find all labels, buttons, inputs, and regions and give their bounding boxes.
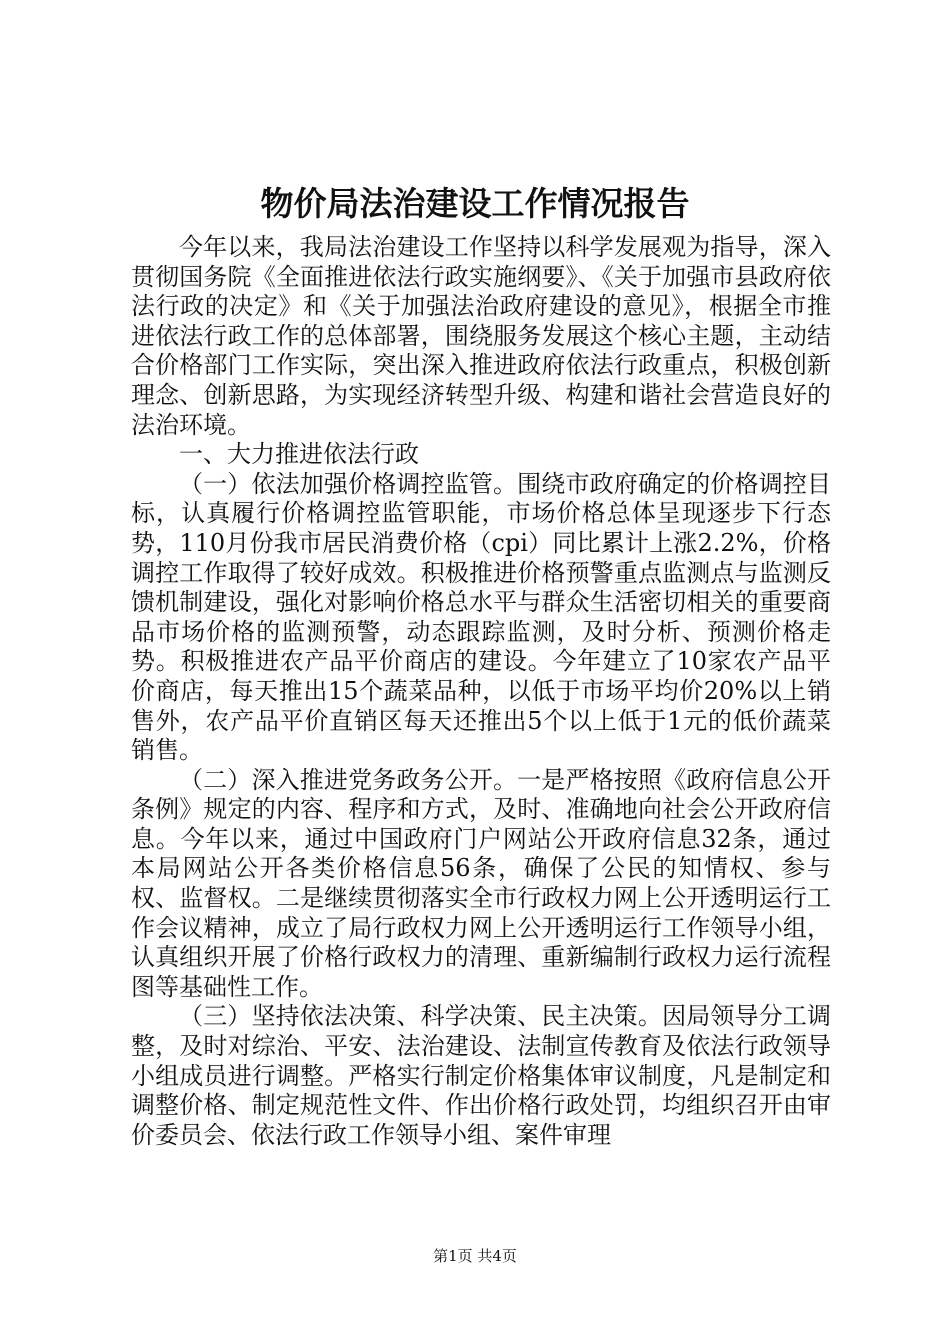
paragraph-affairs-disclosure: （二）深入推进党务政务公开。一是严格按照《政府信息公开条例》规定的内容、程序和方式，及时、准确地向社会公开政府信息。今年以来，通过中国政府门户网站公开政府信息32条，通过本局网站公开各类价格信息56条，确保了公民的知情权、参与权、监督权。二是继续贯彻落实全市行政权力网上公开透明运行工作会议精神，成立了局行政权力网上公开透明运行工作领导小组，认真组织开展了价格行政权力的清理、重新编制行政权力运行流程图等基础性工作。 <box>131 765 831 1001</box>
section-heading-1: 一、大力推进依法行政 <box>179 440 419 469</box>
document-body <box>131 233 831 1150</box>
paragraph-price-control: （一）依法加强价格调控监管。围绕市政府确定的价格调控目标，认真履行价格调控监管职能，市场价格总体呈现逐步下行态势，110月份我市居民消费价格（cpi）同比累计上涨2.2%，价格调控工作取得了较好成效。积极推进价格预警重点监测点与监测反馈机制建设，强化对影响价格总水平与群众生活密切相关的重要商品市场价格的监测预警，动态跟踪监测，及时分析、预测价格走势。积极推进农产品平价商店的建设。今年建立了10家农产品平价商店，每天推出15个蔬菜品种，以低于市场平均价20%以上销售外，农产品平价直销区每天还推出5个以上低于1元的低价蔬菜销售。 <box>131 469 831 765</box>
page-number-footer: 第1页 共4页 <box>433 1247 517 1265</box>
document-title: 物价局法治建设工作情况报告 <box>260 184 690 223</box>
paragraph-decision-making: （三）坚持依法决策、科学决策、民主决策。因局领导分工调整，及时对综治、平安、法治建设、法制宣传教育及依法行政领导小组成员进行调整。严格实行制定价格集体审议制度，凡是制定和调整价格、制定规范性文件、作出价格行政处罚，均组织召开由审价委员会、依法行政工作领导小组、案件审理 <box>131 1002 831 1149</box>
paragraph-intro: 今年以来，我局法治建设工作坚持以科学发展观为指导，深入贯彻国务院《全面推进依法行政实施纲要》、《关于加强市县政府依法行政的决定》和《关于加强法治政府建设的意见》，根据全市推进依法行政工作的总体部署，围绕服务发展这个核心主题，主动结合价格部门工作实际，突出深入推进政府依法行政重点，积极创新理念、创新思路，为实现经济转型升级、构建和谐社会营造良好的法治环境。 <box>131 233 831 439</box>
